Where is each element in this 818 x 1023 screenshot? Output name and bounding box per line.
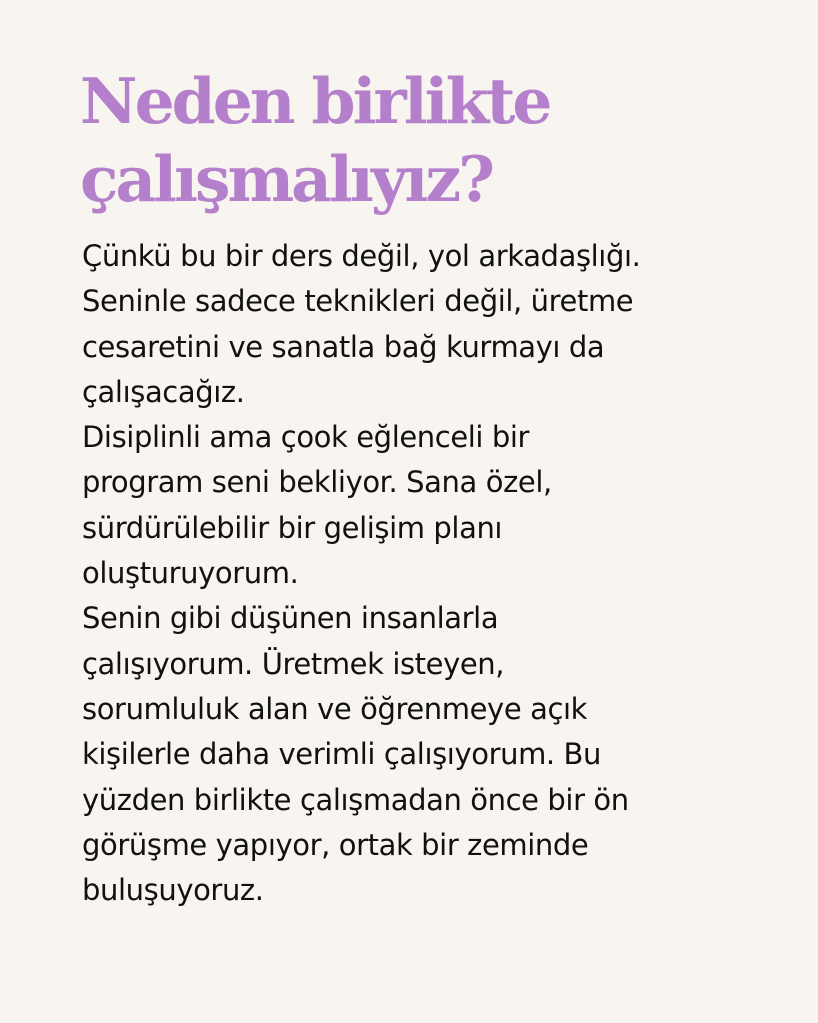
body-line: buluşuyoruz. xyxy=(82,873,264,908)
body-line: sorumluluk alan ve öğrenmeye açık xyxy=(82,691,588,726)
body-line: cesaretini ve sanatla bağ kurmayı da xyxy=(82,329,605,364)
body-line: kişilerle daha verimli çalışıyorum. Bu xyxy=(82,737,602,772)
body-line: Senin gibi düşünen insanlarla xyxy=(82,601,499,636)
body-line: Disiplinli ama çook eğlenceli bir xyxy=(82,420,530,455)
body-paragraph xyxy=(82,234,772,913)
body-line: görüşme yapıyor, ortak bir zeminde xyxy=(82,827,589,862)
body-line: oluşturuyorum. xyxy=(82,556,299,591)
body-line: çalışıyorum. Üretmek isteyen, xyxy=(82,646,505,681)
title-line-2: çalışmalıyız? xyxy=(80,142,493,216)
body-line: çalışacağız. xyxy=(82,374,245,409)
body-line: program seni bekliyor. Sana özel, xyxy=(82,465,552,500)
page-title xyxy=(80,62,780,218)
body-line: Çünkü bu bir ders değil, yol arkadaşlığı. xyxy=(82,239,641,273)
body-line: Seninle sadece teknikleri değil, üretme xyxy=(82,284,634,319)
body-line: yüzden birlikte çalışmadan önce bir ön xyxy=(82,782,629,817)
body-line: sürdürülebilir bir gelişim planı xyxy=(82,510,503,545)
title-line-1: Neden birlikte xyxy=(80,64,550,138)
